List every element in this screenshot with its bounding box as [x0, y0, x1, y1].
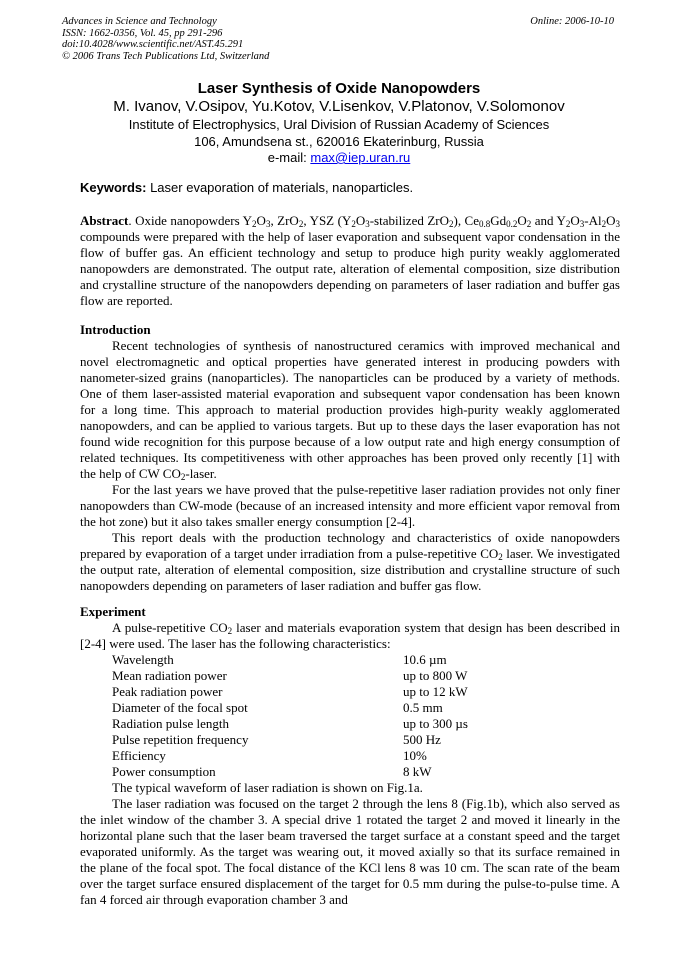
keywords-text: Laser evaporation of materials, nanoparticles.	[146, 180, 414, 195]
spec-row	[112, 668, 532, 684]
affiliation-email	[0, 150, 678, 167]
experiment-continued	[80, 780, 620, 908]
journal-header	[62, 16, 269, 62]
subscript: 2	[526, 219, 532, 229]
spec-row	[112, 732, 532, 748]
subscript: 3	[365, 219, 370, 229]
subscript: 2	[227, 626, 233, 636]
laser-spec-table	[112, 652, 532, 780]
experiment-heading: Experiment	[80, 604, 146, 619]
introduction-paragraph-1	[80, 338, 620, 482]
spec-row	[112, 652, 532, 668]
affiliation	[0, 117, 678, 167]
experiment-paragraph-1	[80, 620, 620, 652]
spec-name: Mean radiation power	[112, 668, 227, 683]
abstract-text: O	[256, 213, 266, 228]
abstract-text: Gd	[490, 213, 507, 228]
spec-name: Power consumption	[112, 764, 216, 779]
introduction-paragraph-3	[80, 530, 620, 594]
copyright-line: © 2006 Trans Tech Publications Ltd, Switzerland	[62, 50, 270, 62]
subscript: 2	[298, 219, 304, 229]
experiment-section	[80, 604, 620, 652]
spec-value: up to 300 µs	[403, 716, 468, 731]
abstract-text: O	[517, 213, 527, 228]
abstract-text: O	[606, 213, 616, 228]
paragraph-text: laser and materials evaporation system that design has been described in [2-4] were used. The laser has the following characteristics:	[80, 620, 620, 651]
abstract-text: . Oxide nanopowders Y	[128, 213, 253, 228]
subscript: 3	[265, 219, 271, 229]
spec-name: Efficiency	[112, 748, 166, 763]
author-list: M. Ivanov, V.Osipov, Yu.Kotov, V.Lisenkov, V.Platonov, V.Solomonov	[113, 98, 565, 115]
issn-line: ISSN: 1662-0356, Vol. 45, pp 291-296	[62, 27, 223, 39]
spec-value: 0.5 mm	[403, 700, 443, 715]
online-date: Online: 2006-10-10	[530, 16, 614, 27]
abstract-text: , YSZ (Y	[303, 213, 352, 228]
experiment-paragraph-3: The laser radiation was focused on the target 2 through the lens 8 (Fig.1b), which also served as the inlet window of the chamber 3. A special drive 1 rotated the target 2 and moved it linearly in the horizontal plane such that the laser beam traversed the target surface at a constant speed and the target evaporated uniformly. As the target was wearing out, it moved axially so that its surface remained in the plane of the focal spot. The focal distance of the KCl lens 8 was 10 cm. The scan rate of the beam over the target surface ensured displacement of the target for 0.5 mm during the pulse-to-pulse time. A fan 4 forced air through evaporation chamber 3 and	[80, 796, 620, 907]
email-link[interactable]: max@iep.uran.ru	[310, 150, 411, 165]
spec-value: 10.6 µm	[403, 652, 447, 667]
spec-name: Pulse repetition frequency	[112, 732, 249, 747]
subscript: 3	[615, 219, 621, 229]
keywords-label: Keywords:	[80, 180, 147, 195]
abstract-text: -Al	[584, 213, 602, 228]
subscript: 2	[252, 219, 257, 229]
doi-line: doi:10.4028/www.scientific.net/AST.45.291	[62, 39, 244, 51]
keywords	[80, 180, 620, 196]
abstract-text: -stabilized ZrO	[369, 213, 449, 228]
spec-value: up to 12 kW	[403, 684, 468, 699]
spec-value: 8 kW	[403, 764, 432, 779]
introduction-heading: Introduction	[80, 322, 151, 337]
subscript: 3	[579, 219, 585, 229]
experiment-paragraph-2: The typical waveform of laser radiation is shown on Fig.1a.	[112, 780, 423, 795]
journal-name: Advances in Science and Technology	[62, 16, 217, 27]
abstract-text: and Y	[531, 213, 566, 228]
affiliation-institute: Institute of Electrophysics, Ural Division of Russian Academy of Sciences	[128, 117, 550, 132]
spec-name: Wavelength	[112, 652, 174, 667]
abstract-label: Abstract	[80, 213, 129, 228]
subscript: 2	[351, 219, 356, 229]
paper-title: Laser Synthesis of Oxide Nanopowders	[197, 80, 481, 97]
spec-row	[112, 700, 532, 716]
spec-name: Radiation pulse length	[112, 716, 229, 731]
spec-row	[112, 684, 532, 700]
subscript: 2	[565, 219, 571, 229]
paragraph-text: -laser.	[185, 466, 217, 481]
spec-name: Peak radiation power	[112, 684, 223, 699]
abstract-text: O	[570, 213, 580, 228]
spec-value: 500 Hz	[403, 732, 441, 747]
paragraph-text: This report deals with the production technology and characteristics of oxide nanopowders prepared by evaporation of a target under irradiation from a pulse-repetitive CO	[80, 530, 620, 561]
abstract-text: , ZrO	[270, 213, 299, 228]
spec-row	[112, 748, 532, 764]
abstract	[80, 213, 620, 309]
email-label: e-mail:	[267, 150, 311, 165]
subscript: 2	[180, 472, 186, 482]
abstract-text: O	[355, 213, 366, 228]
subscript: 2	[448, 219, 454, 229]
abstract-text: ), Ce	[453, 213, 479, 228]
introduction-section	[80, 322, 620, 594]
abstract-text: compounds were prepared with the help of laser evaporation and subsequent vapor condensation in the flow of buffer gas. An efficient technology and setup to produce high purity weakly agglomerated nanopowders are demonstrated. The output rate, alteration of elemental composition, size distribution and crystalline structure of the nanopowders depending on parameters of laser radiation and buffer gas flow are reported.	[80, 229, 620, 308]
paragraph-text: A pulse-repetitive CO	[112, 620, 228, 635]
subscript: 0.2	[506, 219, 518, 229]
paragraph-text: Recent technologies of synthesis of nanostructured ceramics with improved mechanical and novel electromagnetic and optical properties have generated interest in producing powders with nanometer-sized grains (nanoparticles). The nanoparticles can be produced by a variety of methods. One of them laser-assisted material evaporation and subsequent vapor condensation has been known for a long time. This approach to material production provides high-purity weakly agglomerated nanopowders, and can be applied to various targets. But up to these days the laser evaporation has not found wide recognition for this purpose because of a low output rate and high energy consumption of related techniques. Its competitiveness with other approaches has been proved only recently [1] with the help of CW CO	[80, 338, 620, 481]
subscript: 0.8	[478, 219, 491, 229]
spec-value: up to 800 W	[403, 668, 468, 683]
spec-row	[112, 764, 532, 780]
spec-value: 10%	[403, 748, 427, 763]
affiliation-address: 106, Amundsena st., 620016 Ekaterinburg, Russia	[194, 133, 484, 149]
subscript: 2	[498, 552, 503, 562]
spec-name: Diameter of the focal spot	[112, 700, 248, 715]
spec-row	[112, 716, 532, 732]
paragraph-text: laser. We investigated the output rate, alteration of elemental composition, size distribution and crystalline structure of such nanopowders depending on parameters of laser radiation and buffer gas flow.	[80, 546, 620, 593]
introduction-paragraph-2: For the last years we have proved that the pulse-repetitive laser radiation provides not only finer nanopowders than CW-mode (because of an increased intensity and more efficient vapor removal from the hot zone) but it also takes smaller energy consumption [2-4].	[80, 482, 620, 529]
subscript: 2	[601, 219, 607, 229]
